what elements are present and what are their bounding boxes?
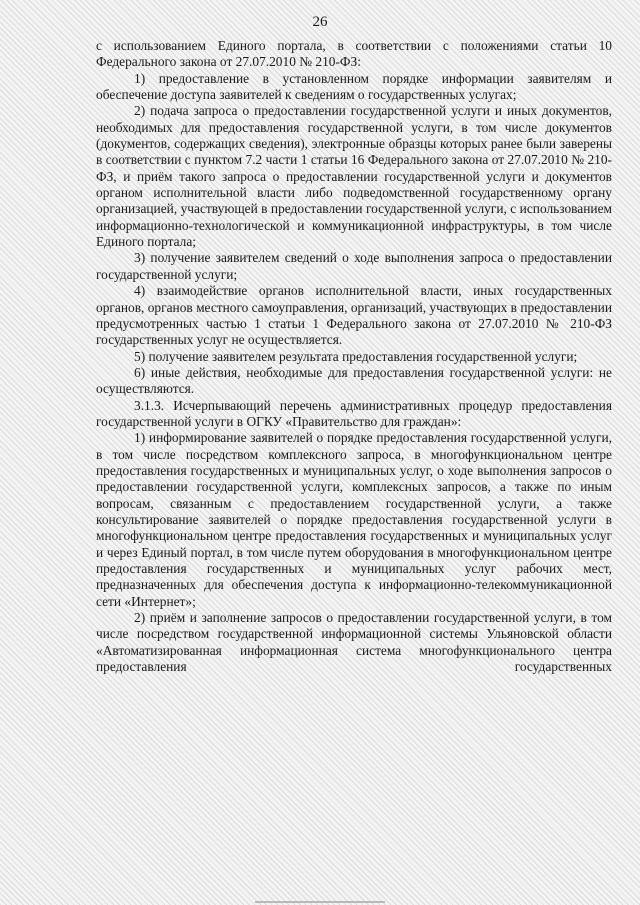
paragraph-item-4: 4) взаимодействие органов исполнительной власти, иных государственных органов, органов местного самоуправления, организаций, участвующих в предоставлении предусмотренных частью 1 статьи 1 Федерального закона от 27.07.2010 № 210-ФЗ государственных услуг не осуществляется. <box>96 283 612 348</box>
paragraph-item-3: 3) получение заявителем сведений о ходе выполнения запроса о предоставлении государственной услуги; <box>96 250 612 282</box>
paragraph-item-2: 2) подача запроса о предоставлении государственной услуги и иных документов, необходимых для предоставления государственной услуги, в том числе документов (документов, содержащих сведения), электронные образцы которых ранее были заверены в соответствии с пунктом 7.2 части 1 статьи 16 Федерального закона от 27.07.2010 № 210-ФЗ, и приём такого запроса о предоставлении государственной услуги и документов органом исполнительной власти либо подведомственной государственному органу организацией, участвующей в предоставлении государственной услуги, с использованием информационно-технологической и коммуникационной инфраструктуры, в том числе Единого портала; <box>96 103 612 250</box>
paragraph-section-3-1-3: 3.1.3. Исчерпывающий перечень административных процедур предоставления государственной услуги в ОГКУ «Правительство для граждан»: <box>96 397 612 429</box>
paragraph-item-1: 1) предоставление в установленном порядке информации заявителям и обеспечение доступа заявителей к сведениям о государственных услугах; <box>96 70 612 103</box>
paragraph-item-6: 6) иные действия, необходимые для предоставления государственной услуги: не осуществляются. <box>96 364 612 397</box>
paragraph-continuation: с использованием Единого портала, в соответствии с положениями статьи 10 Федерального закона от 27.07.2010 № 210-ФЗ: <box>96 38 612 70</box>
document-body <box>96 38 612 675</box>
paragraph-procedure-2: 2) приём и заполнение запросов о предоставлении государственной услуги, в том числе посредством государственной информационной системы Ульяновской области «Автоматизированная информационная система многофункционального центра предоставления государственных <box>96 610 612 675</box>
paragraph-item-5: 5) получение заявителем результата предоставления государственной услуги; <box>134 348 578 364</box>
paragraph-procedure-1: 1) информирование заявителей о порядке предоставления государственной услуги, в том числе посредством комплексного запроса, в многофункциональном центре предоставления государственных и муниципальных услуг, о ходе выполнения запросов о предоставлении государственной услуги, комплексных запросов, а также по иным вопросам, связанным с предоставлением государственной услуги, а также консультирование заявителей о порядке предоставления государственной услуги в многофункциональном центре предоставления государственных и муниципальных услуг и через Единый портал, в том числе путем оборудования в многофункциональном центре предоставления государственных и муниципальных услуг рабочих мест, предназначенных для обеспечения доступа к информационно-телекоммуникационной сети «Интернет»; <box>96 430 612 609</box>
page-bottom-edge <box>255 901 385 903</box>
page-number: 26 <box>312 14 328 30</box>
